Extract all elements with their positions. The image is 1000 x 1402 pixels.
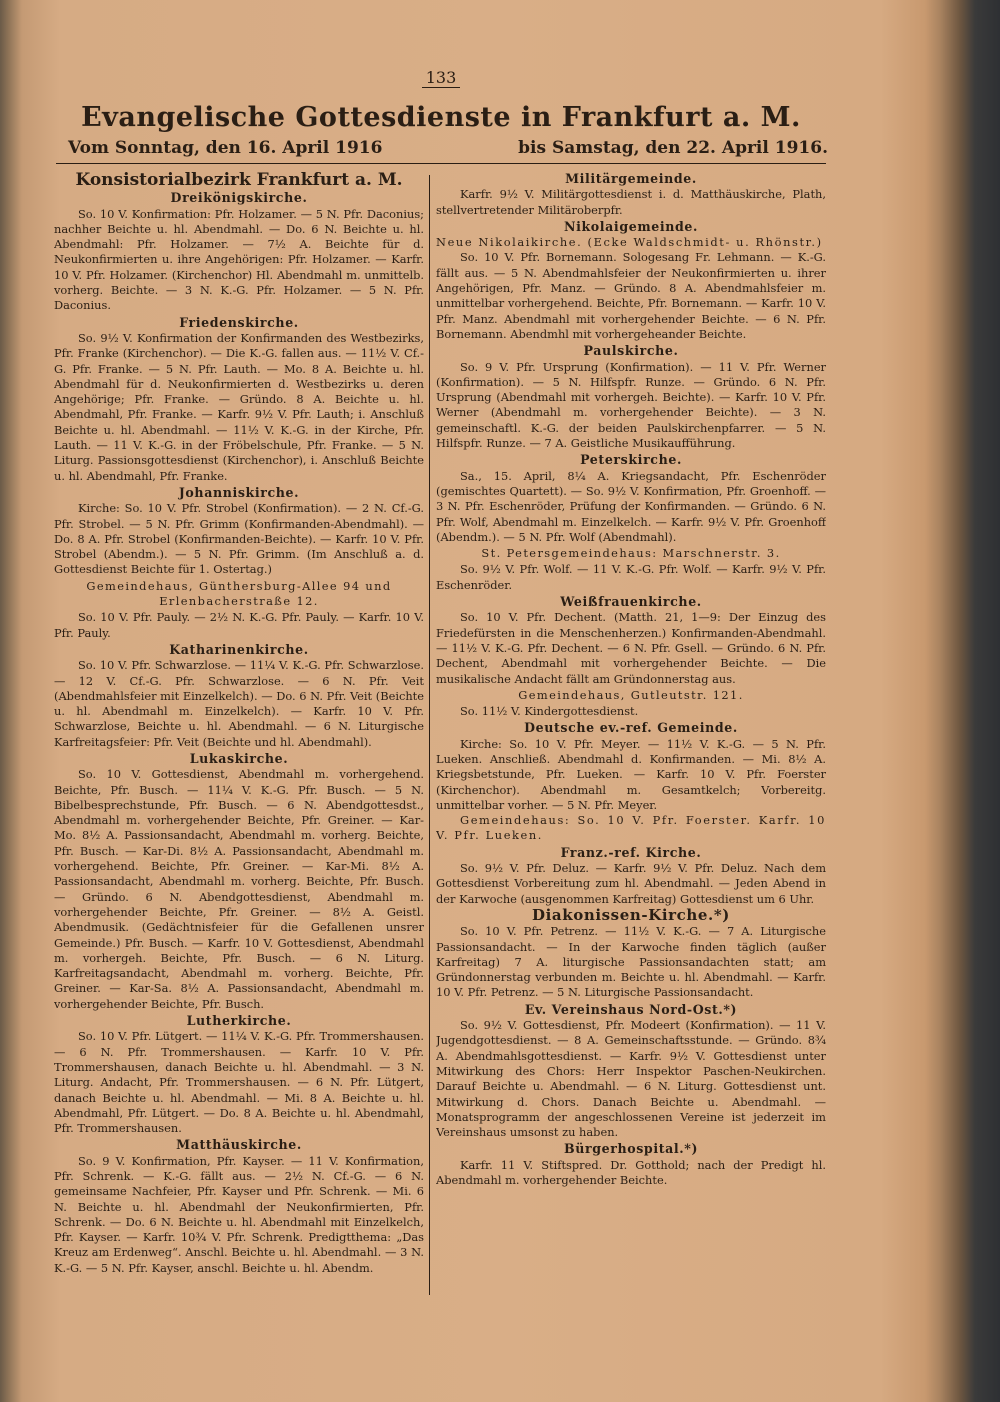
service-text: So. 9½ V. Pfr. Wolf. — 11 V. K.-G. Pfr. Wolf. — Karfr. 9½ V. Pfr. Eschenröder.: [436, 562, 826, 592]
service-text: So. 10 V. Konfirmation: Pfr. Holzamer. — 5 N. Pfr. Daconius; nachher Beichte u. hl. Abendmahl. — Do. 6 N. Beichte u. hl. Abendmahl: Pfr. Holzamer. — 7½ A. Beichte für d. Neukonfirmierten u. ihre Angehörigen: Pfr. Holzamer. — Karfr. 10 V. Pfr. Holzamer. (Kirchenchor) Hl. Abendmahl m. unmittelb. vorherg. Beichte. — 3 N. K.-G. Pfr. Holzamer. — 5 N. Pfr. Daconius.: [54, 206, 424, 313]
newspaper-page: [36, 40, 936, 1380]
service-text: So. 9½ V. Konfirmation der Konfirmanden des Westbezirks, Pfr. Franke (Kirchenchor). — Die K.-G. fallen aus. — 11½ V. Cf.-G. Pfr. Franke. — 5 N. Pfr. Lauth. — Mo. 8 A. Beichte u. hl. Abendmahl für d. Neukonfirmierten d. Westbezirks u. deren Angehörige; Pfr. Franke. — Gründo. 8 A. Beichte u. hl. Abendmahl, Pfr. Franke. — Karfr. 9½ V. Pfr. Lauth; i. Anschluß Beichte u. hl. Abendmahl. — 11½ V. K.-G. in der Kirche, Pfr. Lauth. — 11 V. K.-G. in der Fröbelschule, Pfr. Franke. — 5 N. Liturg. Passionsgottesdienst (Kirchenchor), i. Anschluß Beichte u. hl. Abendmahl, Pfr. Franke.: [54, 330, 424, 483]
service-text: So. 10 V. Pfr. Pauly. — 2½ N. K.-G. Pfr. Pauly. — Karfr. 10 V. Pfr. Pauly.: [54, 610, 424, 640]
church-heading: Ev. Vereinshaus Nord-Ost.*): [524, 1001, 738, 1017]
church-heading: Militärgemeinde.: [565, 171, 697, 186]
church-heading: Deutsche ev.-ref. Gemeinde.: [524, 720, 738, 736]
service-text: Sa., 15. April, 8¼ A. Kriegsandacht, Pfr. Eschenröder (gemischtes Quartett). — So. 9½ V. Konfirmation, Pfr. Groenhoff. — 3 N. Pfr. Eschenröder, Prüfung der Konfirmanden. — Gründo. 6 N. Pfr. Wolf, Abendmahl m. Einzelkelch. — Karfr. 9½ V. Pfr. Groenhoff (Abendm.). — 5 N. Pfr. Wolf (Abendmahl).: [436, 468, 826, 544]
service-text: Kirche: So. 10 V. Pfr. Meyer. — 11½ V. K.-G. — 5 N. Pfr. Lueken. Anschließ. Abendmahl d. Konfirmanden. — Mi. 8½ A. Kriegsbetstunde, Pfr. Lueken. — Karfr. 10 V. Pfr. Foerster (Kirchenchor). Abendmahl m. Gesamtkelch; Vorbereitg. unmittelbar vorher. — 5 N. Pfr. Meyer.: [436, 736, 826, 812]
church-heading: Franz.-ref. Kirche.: [560, 844, 702, 860]
church-heading: Peterskirche.: [580, 452, 682, 468]
church-heading: Nikolaigemeinde.: [563, 218, 699, 234]
service-text: So. 9 V. Konfirmation, Pfr. Kayser. — 11 V. Konfirmation, Pfr. Schrenk. — K.-G. fällt aus. — 2½ N. Cf.-G. — 6 N. gemeinsame Nachfeier, Pfr. Kayser und Pfr. Schrenk. — Mi. 6 N. Beichte u. hl. Abendmahl der Neukonfirmierten, Pfr. Schrenk. — Do. 6 N. Beichte u. hl. Abendmahl mit Einzelkelch, Pfr. Kayser. — Karfr. 10¾ V. Pfr. Schrenk. Predigtthema: „Das Kreuz am Erdenweg“. Anschl. Beichte u. hl. Abendmahl. — 3 N. K.-G. — 5 N. Pfr. Kayser, anschl. Beichte u. hl. Abendm.: [54, 1153, 424, 1275]
service-text: So. 10 V. Pfr. Lütgert. — 11¼ V. K.-G. Pfr. Trommershausen. — 6 N. Pfr. Trommershausen. — Karfr. 10 V. Pfr. Trommershausen, danach Beichte u. hl. Abendmahl. — 3 N. Liturg. Andacht, Pfr. Trommershausen. — 6 N. Pfr. Lütgert, danach Beichte u. hl. Abendmahl. — Mi. 8 A. Beichte u. hl. Abendmahl, Pfr. Lütgert. — Do. 8 A. Beichte u. hl. Abendmahl, Pfr. Trommershausen.: [54, 1029, 424, 1136]
column-divider: [429, 175, 430, 1295]
service-text: So. 9 V. Pfr. Ursprung (Konfirmation). — 11 V. Pfr. Werner (Konfirmation). — 5 N. Hilfspfr. Runze. — Gründo. 6 N. Pfr. Ursprung (Abendmahl mit vorhergeh. Beichte). — Karfr. 10 V. Pfr. Werner (Abendmahl m. vorhergehender Beichte). — 3 N. gemeinschaftl. K.-G. der beiden Paulskirchenpfarrer. — 5 N. Hilfspfr. Runze. — 7 A. Geistliche Musikaufführung.: [436, 359, 826, 451]
page-number: 133: [36, 68, 846, 87]
church-heading: Dreikönigskirche.: [170, 190, 308, 206]
district-heading: Konsistorialbezirk Frankfurt a. M.: [75, 170, 403, 190]
church-heading: Katharinenkirche.: [169, 641, 309, 657]
church-heading: Weißfrauenkirche.: [560, 594, 702, 610]
parish-house-heading: St. Petersgemeindehaus: Marschnerstr. 3.: [481, 546, 781, 561]
church-subheading: Neue Nikolaikirche. (Ecke Waldschmidt- u. Rhönstr.): [436, 235, 823, 250]
service-text: Karfr. 9½ V. Militärgottesdienst i. d. Matthäuskirche, Plath, stellvertretender Militäroberpfr.: [436, 187, 826, 217]
service-text: So. 10 V. Pfr. Bornemann. Sologesang Fr. Lehmann. — K.-G. fällt aus. — 5 N. Abendmahlsfeier der Neukonfirmierten u. ihrer Angehörigen, Pfr. Manz. — Gründo. 8 A. Abendmahlsfeier m. unmittelbar vorhergehend. Beichte, Pfr. Bornemann. — Karfr. 10 V. Pfr. Manz. Abendmahl mit vorhergehender Beichte. — 6 N. Pfr. Bornemann. Abendmhl mit vorhergeheander Beichte.: [436, 250, 826, 341]
service-text: Karfr. 11 V. Stiftspred. Dr. Gotthold; nach der Predigt hl. Abendmahl m. vorhergehender Beichte.: [436, 1157, 826, 1187]
date-from: Vom Sonntag, den 16. April 1916: [68, 138, 383, 158]
service-text: So. 9½ V. Pfr. Deluz. — Karfr. 9½ V. Pfr. Deluz. Nach dem Gottesdienst Vorbereitung zum hl. Abendmahl. — Jeden Abend in der Karwoche (ausgenommen Karfreitag) Gottesdienst um 6 Uhr.: [436, 861, 826, 906]
service-text: So. 10 V. Pfr. Dechent. (Matth. 21, 1—9: Der Einzug des Friedefürsten in die Menschenherzen.) Konfirmanden-Abendmahl. — 11½ V. K.-G. Pfr. Dechent. — 6 N. Pfr. Gsell. — Gründo. 6 N. Pfr. Dechent, Abendmahl mit vorhergehender Beichte. — Die musikalische Andacht fällt am Gründonnerstag aus.: [436, 610, 826, 686]
service-text: So. 10 V. Pfr. Petrenz. — 11½ V. K.-G. — 7 A. Liturgische Passionsandacht. — In der Karwoche finden täglich (außer Karfreitag) 7 A. liturgische Passionsandachten statt; am Gründonnerstag verbunden m. Beichte u. hl. Abendmahl. — Karfr. 10 V. Pfr. Petrenz. — 5 N. Liturgische Passionsandacht.: [436, 924, 826, 1000]
service-text: Kirche: So. 10 V. Pfr. Strobel (Konfirmation). — 2 N. Cf.-G. Pfr. Strobel. — 5 N. Pfr. Grimm (Konfirmanden-Abendmahl). — Do. 8 A. Pfr. Strobel (Konfirmanden-Beichte). — Karfr. 10 V. Pfr. Strobel (Abendm.). — 5 N. Pfr. Grimm. (Im Anschluß a. d. Gottesdienst Beichte für 1. Ostertag.): [54, 501, 424, 577]
header-rule: [56, 163, 826, 164]
service-text: So. 11½ V. Kindergottesdienst.: [460, 704, 639, 719]
service-text: So. 9½ V. Gottesdienst, Pfr. Modeert (Konfirmation). — 11 V. Jugendgottesdienst. — 8 A. Gemeinschaftsstunde. — Gründo. 8¾ A. Abendmahlsgottesdienst. — Karfr. 9½ V. Gottesdienst unter Mitwirkung des Chors: Herr Inspektor Paschen-Neukirchen. Darauf Beichte u. Abendmahl. — 6 N. Liturg. Gottesdienst unt. Mitwirkung d. Chors. Danach Beichte u. Abendmahl. — Monatsprogramm der angeschlossenen Vereine ist jederzeit im Vereinshaus umsonst zu haben.: [436, 1018, 826, 1140]
church-heading: Lutherkirche.: [186, 1013, 292, 1029]
service-text: So. 10 V. Gottesdienst, Abendmahl m. vorhergehend. Beichte, Pfr. Busch. — 11¼ V. K.-G. Pfr. Busch. — 5 N. Bibelbesprechstunde, Pfr. Busch. — 6 N. Abendgottesdst., Abendmahl m. vorhergehender Beichte, Pfr. Greiner. — Kar-Mo. 8½ A. Passionsandacht, Abendmahl m. vorherg. Beichte, Pfr. Busch. — Kar-Di. 8½ A. Passionsandacht, Abendmahl m. vorhergehend. Beichte, Pfr. Greiner. — Kar-Mi. 8½ A. Passionsandacht, Abendmahl m. vorherg. Beichte, Pfr. Busch. — Gründo. 6 N. Abendgottesdienst, Abendmahl m. vorhergehender Beichte, Pfr. Greiner. — 8½ A. Geistl. Abendmusik. (Gedächtnisfeier für die Gefallenen unsrer Gemeinde.) Pfr. Busch. — Karfr. 10 V. Gottesdienst, Abendmahl m. vorhergeh. Beichte, Pfr. Busch. — 6 N. Liturg. Karfreitagsandacht, Abendmahl m. vorherg. Beichte, Pfr. Greiner. — Kar-Sa. 8½ A. Passionsandacht, Abendmahl m. vorhergehender Beichte, Pfr. Busch.: [54, 767, 424, 1011]
church-heading: Diakonissen-Kirche.*): [532, 905, 730, 924]
service-text: Gemeindehaus: So. 10 V. Pfr. Foerster. Karfr. 10 V. Pfr. Lueken.: [436, 813, 826, 843]
right-column: [436, 170, 826, 1340]
church-heading: Lukaskirche.: [189, 750, 289, 766]
page-title: Evangelische Gottesdienste in Frankfurt a. M.: [81, 102, 801, 133]
church-heading: Bürgerhospital.*): [563, 1141, 699, 1157]
church-heading: Friedenskirche.: [179, 314, 299, 330]
service-text: So. 10 V. Pfr. Schwarzlose. — 11¼ V. K.-G. Pfr. Schwarzlose. — 12 V. Cf.-G. Pfr. Schwarzlose. — 6 N. Pfr. Veit (Abendmahlsfeier mit Einzelkelch). — Do. 6 N. Pfr. Veit (Beichte u. hl. Abendmahl m. Einzelkelch). — Karfr. 10 V. Pfr. Schwarzlose, Beichte u. hl. Abendmahl. — 6 N. Liturgische Karfreitagsfeier: Pfr. Veit (Beichte und hl. Abendmahl).: [54, 658, 424, 749]
date-to: bis Samstag, den 22. April 1916.: [518, 138, 828, 158]
church-heading: Matthäuskirche.: [176, 1137, 302, 1153]
church-heading: Johanniskirche.: [178, 484, 300, 500]
church-heading: Paulskirche.: [583, 343, 679, 359]
parish-house-heading: Gemeindehaus, Gutleutstr. 121.: [518, 687, 744, 702]
left-column: [54, 170, 424, 1340]
parish-house-heading: Gemeindehaus, Günthersburg-Allee 94 und Erlenbacherstraße 12.: [86, 578, 392, 609]
